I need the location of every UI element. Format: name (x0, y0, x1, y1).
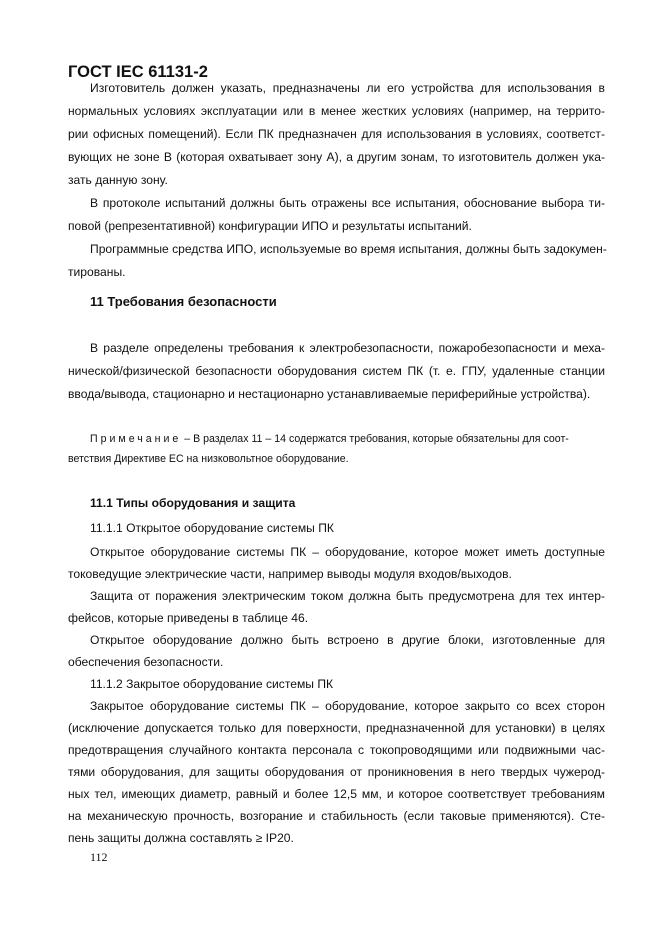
subsection-heading: 11.1 Типы оборудования и защита (90, 496, 296, 510)
text-line: токоведущие электрические части, например выводы модуля входов/выходов. (68, 567, 512, 581)
text-line: Защита от поражения электрическим током должна быть предусмотрена для тех интер- (90, 589, 605, 603)
text-line: ных тел, имеющих диаметр, равный и более 12,5 мм, и которое соответствует требованиям (68, 787, 605, 801)
text-line: обеспечения безопасности. (68, 655, 224, 669)
text-line: фейсов, которые приведены в таблице 46. (68, 611, 309, 625)
text-line: нормальных условиях эксплуатации или в менее жестких условиях (например, на террито- (68, 104, 605, 118)
text-line: пень защиты должна составлять ≥ IP20. (68, 831, 294, 845)
text-line: Открытое оборудование системы ПК – оборудование, которое может иметь доступные (90, 545, 605, 559)
text-line: рии офисных помещений). Если ПК предназначен для использования в условиях, соответст- (68, 127, 605, 141)
text-line: повой (репрезентативной) конфигурации ИПО и результаты испытаний. (68, 219, 472, 233)
text-line: вующих не зоне В (которая охватывает зону А), а другим зонам, то изготовитель должен ука- (68, 150, 605, 164)
text-line: предотвращения случайного контакта персонала с токопроводящими или подвижными час- (68, 743, 605, 757)
text-line: В разделе определены требования к электробезопасности, пожаробезопасности и меха- (90, 341, 605, 355)
subsection-heading: 11.1.1 Открытое оборудование системы ПК (90, 521, 334, 535)
subsection-heading: 11.1.2 Закрытое оборудование системы ПК (90, 677, 334, 691)
text-line: тями оборудования, для защиты оборудования от проникновения в него твердых чужерод- (68, 765, 605, 779)
text-line: зать данную зону. (68, 173, 168, 187)
text-line: В протоколе испытаний должны быть отражены все испытания, обоснование выбора ти- (90, 196, 605, 210)
text-line: нической/физической безопасности оборудования систем ПК (т. е. ГПУ, удаленные станции (68, 364, 605, 378)
section-heading: 11 Требования безопасности (90, 294, 277, 309)
text-line: Программные средства ИПО, используемые во время испытания, должны быть задокумен- (90, 242, 607, 256)
note-line (90, 432, 605, 446)
text-line: (исключение допускается только для поверхности, предназначенной для установки) в целях (68, 721, 605, 735)
note-line: ветствия Директиве ЕС на низковольтное оборудование. (68, 453, 349, 465)
note-label: Примечание (90, 433, 182, 445)
document-header: ГОСТ IEC 61131-2 (68, 63, 208, 81)
text-line: Открытое оборудование должно быть встроено в другие блоки, изготовленные для (90, 633, 605, 647)
text-line: ввода/вывода, стационарно и нестационарно устанавливаемые периферийные устройства). (68, 387, 591, 401)
note-text: – В разделах 11 – 14 содержатся требования, которые обязательны для соот- (181, 433, 569, 445)
text-line: Изготовитель должен указать, предназначены ли его устройства для использования в (90, 81, 605, 95)
text-line: на механическую прочность, возгорание и стабильность (если таковые применяются). Сте- (68, 809, 605, 823)
text-line: тированы. (68, 265, 126, 279)
page-number: 112 (90, 850, 108, 864)
text-line: Закрытое оборудование системы ПК – оборудование, которое закрыто со всех сторон (90, 699, 605, 713)
